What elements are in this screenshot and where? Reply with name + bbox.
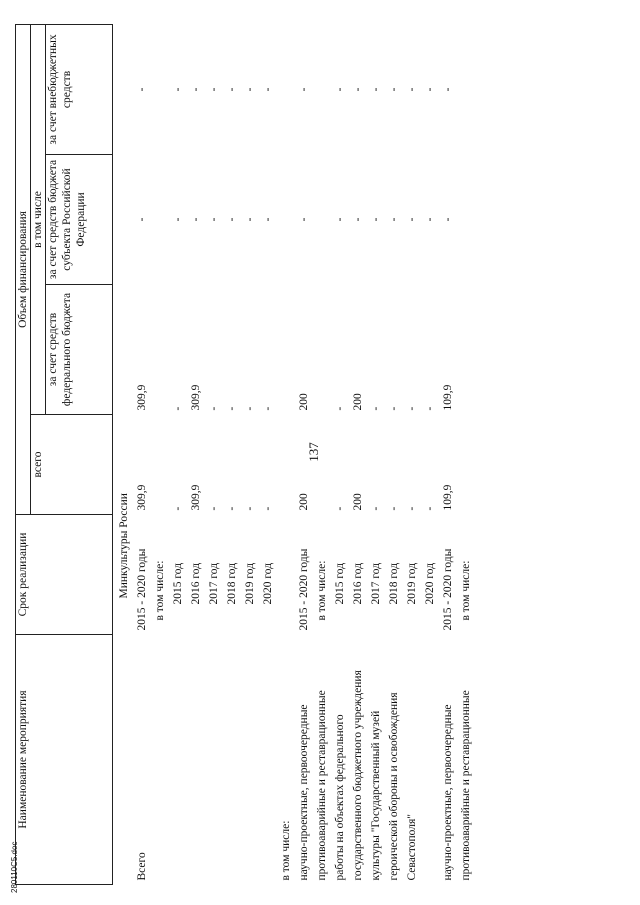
funding-table bbox=[15, 24, 475, 885]
header-total: всего bbox=[31, 415, 113, 515]
table-row bbox=[385, 24, 403, 884]
table-row bbox=[169, 24, 187, 884]
header-regional: за счет средств бюджета субъекта Российской Федерации bbox=[46, 155, 113, 285]
table-row bbox=[187, 24, 205, 884]
row-name: противоаварийные и реставрационные bbox=[316, 690, 328, 881]
row-period: 2016 год bbox=[352, 562, 364, 605]
row-period: 2015 год bbox=[334, 562, 346, 605]
row-regional: - bbox=[172, 217, 184, 222]
row-federal: 200 bbox=[352, 393, 364, 411]
row-federal bbox=[313, 285, 331, 415]
row-name bbox=[241, 635, 259, 885]
table-row bbox=[313, 24, 331, 884]
page-number: 137 bbox=[306, 442, 321, 462]
table-row bbox=[349, 24, 367, 884]
row-extrabudget bbox=[277, 24, 295, 154]
row-extrabudget: - bbox=[262, 87, 274, 92]
row-federal: - bbox=[334, 406, 346, 411]
row-total bbox=[313, 415, 331, 515]
table-row bbox=[133, 24, 151, 884]
table-body bbox=[113, 24, 476, 884]
row-federal: 109,9 bbox=[442, 384, 454, 411]
row-name bbox=[169, 635, 187, 885]
table-row bbox=[151, 24, 169, 884]
document-filename: 280110C5.doc bbox=[10, 841, 19, 893]
row-name bbox=[259, 635, 277, 885]
row-total: - bbox=[244, 506, 256, 511]
row-period: в том числе: bbox=[154, 560, 166, 621]
header-period: Срок реализации bbox=[16, 515, 113, 635]
row-name: в том числе: bbox=[280, 820, 292, 881]
row-federal: 200 bbox=[298, 393, 310, 411]
table-row bbox=[259, 24, 277, 884]
row-extrabudget: - bbox=[334, 87, 346, 92]
header-extrabudget: за счет внебюджетных средств bbox=[46, 24, 113, 154]
row-period bbox=[277, 515, 295, 635]
row-regional: - bbox=[262, 217, 274, 222]
row-period: 2015 - 2020 годы bbox=[298, 548, 310, 631]
row-total: - bbox=[334, 506, 346, 511]
row-total: - bbox=[172, 506, 184, 511]
row-name bbox=[205, 635, 223, 885]
row-regional: - bbox=[226, 217, 238, 222]
section-title: Минкультуры России bbox=[118, 493, 130, 599]
row-regional: - bbox=[334, 217, 346, 222]
row-name: научно-проектные, первоочередные bbox=[298, 704, 310, 881]
row-extrabudget bbox=[313, 24, 331, 154]
row-period: 2017 год bbox=[370, 562, 382, 605]
row-extrabudget: - bbox=[244, 87, 256, 92]
table-row bbox=[223, 24, 241, 884]
row-federal: - bbox=[406, 406, 418, 411]
row-name bbox=[151, 635, 169, 885]
row-name: Севастополя" bbox=[406, 813, 418, 881]
row-total: - bbox=[262, 506, 274, 511]
row-name bbox=[223, 635, 241, 885]
table-row bbox=[439, 24, 457, 884]
row-period: 2020 год bbox=[262, 562, 274, 605]
row-name: работы на объектах федерального bbox=[334, 714, 346, 881]
row-extrabudget: - bbox=[298, 87, 310, 92]
row-federal: - bbox=[244, 406, 256, 411]
row-federal: 309,9 bbox=[136, 384, 148, 411]
row-regional: - bbox=[244, 217, 256, 222]
header-funding: Объем финансирования bbox=[16, 24, 31, 514]
row-name: научно-проектные, первоочередные bbox=[442, 704, 454, 881]
row-extrabudget: - bbox=[388, 87, 400, 92]
table-header bbox=[16, 24, 113, 884]
row-federal: - bbox=[388, 406, 400, 411]
row-name bbox=[187, 635, 205, 885]
row-regional: - bbox=[136, 217, 148, 222]
table-row bbox=[421, 24, 439, 884]
row-name: культуры "Государственный музей bbox=[370, 710, 382, 881]
row-total: 200 bbox=[352, 493, 364, 511]
row-period: 2016 год bbox=[190, 562, 202, 605]
row-extrabudget: - bbox=[226, 87, 238, 92]
row-regional: - bbox=[352, 217, 364, 222]
row-federal: - bbox=[208, 406, 220, 411]
row-period: 2019 год bbox=[406, 562, 418, 605]
row-regional: - bbox=[298, 217, 310, 222]
row-extrabudget: - bbox=[208, 87, 220, 92]
row-extrabudget: - bbox=[352, 87, 364, 92]
row-total: - bbox=[388, 506, 400, 511]
row-extrabudget: - bbox=[424, 87, 436, 92]
header-federal: за счет средств федерального бюджета bbox=[46, 285, 113, 415]
row-period: 2018 год bbox=[388, 562, 400, 605]
row-federal bbox=[277, 285, 295, 415]
table-row bbox=[295, 24, 313, 884]
row-total: 109,9 bbox=[442, 484, 454, 511]
row-regional bbox=[151, 155, 169, 285]
row-extrabudget: - bbox=[442, 87, 454, 92]
row-name: героической обороны и освобождения bbox=[388, 692, 400, 881]
row-federal bbox=[151, 285, 169, 415]
row-federal: - bbox=[370, 406, 382, 411]
row-period: 2015 - 2020 годы bbox=[136, 548, 148, 631]
row-period: 2017 год bbox=[208, 562, 220, 605]
row-federal: - bbox=[424, 406, 436, 411]
row-period: 2015 - 2020 годы bbox=[442, 548, 454, 631]
row-federal: - bbox=[262, 406, 274, 411]
row-extrabudget: - bbox=[370, 87, 382, 92]
row-period: 2019 год bbox=[244, 562, 256, 605]
row-regional bbox=[313, 155, 331, 285]
row-federal: 309,9 bbox=[190, 384, 202, 411]
row-federal: - bbox=[226, 406, 238, 411]
row-total bbox=[277, 415, 295, 515]
table-row bbox=[457, 24, 475, 884]
row-regional: - bbox=[388, 217, 400, 222]
row-regional bbox=[457, 155, 475, 285]
row-regional: - bbox=[442, 217, 454, 222]
row-period: в том числе: bbox=[316, 560, 328, 621]
row-federal: - bbox=[172, 406, 184, 411]
row-extrabudget bbox=[457, 24, 475, 154]
header-including: в том числе bbox=[31, 24, 46, 414]
row-name bbox=[421, 635, 439, 885]
table-row bbox=[367, 24, 385, 884]
row-total: 309,9 bbox=[190, 484, 202, 511]
row-total: 200 bbox=[298, 493, 310, 511]
row-extrabudget: - bbox=[406, 87, 418, 92]
row-period: 2015 год bbox=[172, 562, 184, 605]
row-regional: - bbox=[406, 217, 418, 222]
table-row bbox=[241, 24, 259, 884]
row-total: 309,9 bbox=[136, 484, 148, 511]
row-regional: - bbox=[208, 217, 220, 222]
row-period: 2018 год bbox=[226, 562, 238, 605]
row-total: - bbox=[424, 506, 436, 511]
row-total: - bbox=[406, 506, 418, 511]
row-extrabudget bbox=[151, 24, 169, 154]
row-period: 2020 год bbox=[424, 562, 436, 605]
table-row bbox=[331, 24, 349, 884]
row-name: Всего bbox=[136, 852, 148, 881]
row-total: - bbox=[370, 506, 382, 511]
row-total: - bbox=[226, 506, 238, 511]
row-regional bbox=[277, 155, 295, 285]
row-regional: - bbox=[190, 217, 202, 222]
row-total bbox=[151, 415, 169, 515]
row-extrabudget: - bbox=[136, 87, 148, 92]
row-total: - bbox=[208, 506, 220, 511]
row-extrabudget: - bbox=[190, 87, 202, 92]
row-federal bbox=[457, 285, 475, 415]
row-name: государственного бюджетного учреждения bbox=[352, 670, 364, 881]
row-period: в том числе: bbox=[460, 560, 472, 621]
row-regional: - bbox=[424, 217, 436, 222]
row-name: противоаварийные и реставрационные bbox=[460, 690, 472, 881]
table-row bbox=[205, 24, 223, 884]
row-regional: - bbox=[370, 217, 382, 222]
header-name: Наименование мероприятия bbox=[16, 635, 113, 885]
row-total bbox=[457, 415, 475, 515]
section-row bbox=[113, 24, 134, 884]
table-row bbox=[277, 24, 295, 884]
table-row bbox=[403, 24, 421, 884]
row-extrabudget: - bbox=[172, 87, 184, 92]
rotated-page-content bbox=[15, 25, 625, 885]
